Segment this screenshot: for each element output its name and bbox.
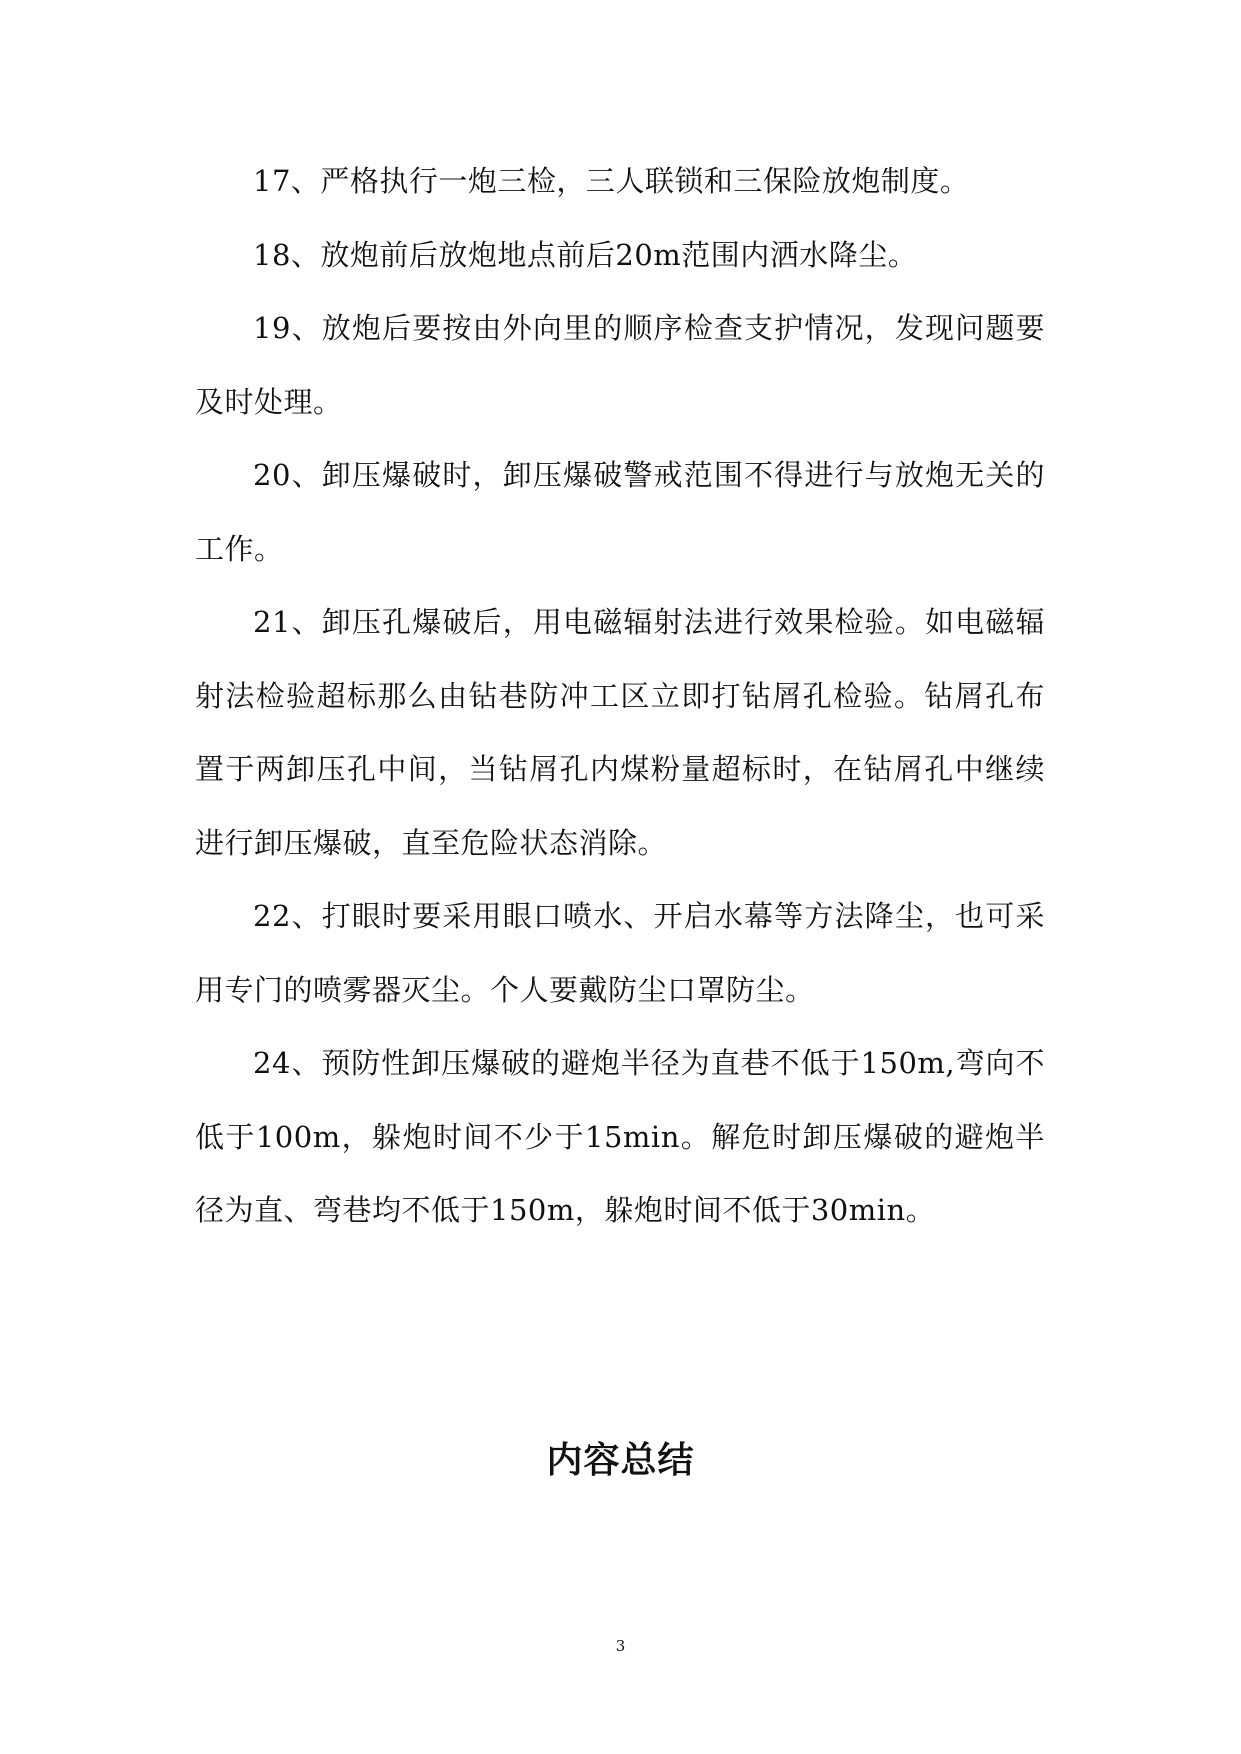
- body-text: [195, 145, 1045, 1248]
- paragraph-21: 21、卸压孔爆破后，用电磁辐射法进行效果检验。如电磁辐射法检验超标那么由钻巷防冲工区立即打钻屑孔检验。钻屑孔布置于两卸压孔中间，当钻屑孔内煤粉量超标时，在钻屑孔中继续进行卸压爆破，直至危险状态消除。: [195, 605, 1045, 860]
- paragraph-20: 20、卸压爆破时，卸压爆破警戒范围不得进行与放炮无关的工作。: [195, 458, 1045, 566]
- summary-heading: 内容总结: [546, 1440, 695, 1481]
- paragraph-24: 24、预防性卸压爆破的避炮半径为直巷不低于150m,弯向不低于100m，躲炮时间不少于15min。解危时卸压爆破的避炮半径为直、弯巷均不低于150m，躲炮时间不低于30min。: [195, 1046, 1045, 1227]
- paragraph-17: 17、严格执行一炮三检，三人联锁和三保险放炮制度。: [253, 164, 970, 198]
- paragraph-22: 22、打眼时要采用眼口喷水、开启水幕等方法降尘，也可采用专门的喷雾器灭尘。个人要戴防尘口罩防尘。: [195, 899, 1045, 1007]
- page-number: 3: [615, 1637, 626, 1655]
- paragraph-19: 19、放炮后要按由外向里的顺序检查支护情况，发现问题要及时处理。: [195, 311, 1045, 419]
- paragraph-18: 18、放炮前后放炮地点前后20m范围内洒水降尘。: [253, 237, 918, 272]
